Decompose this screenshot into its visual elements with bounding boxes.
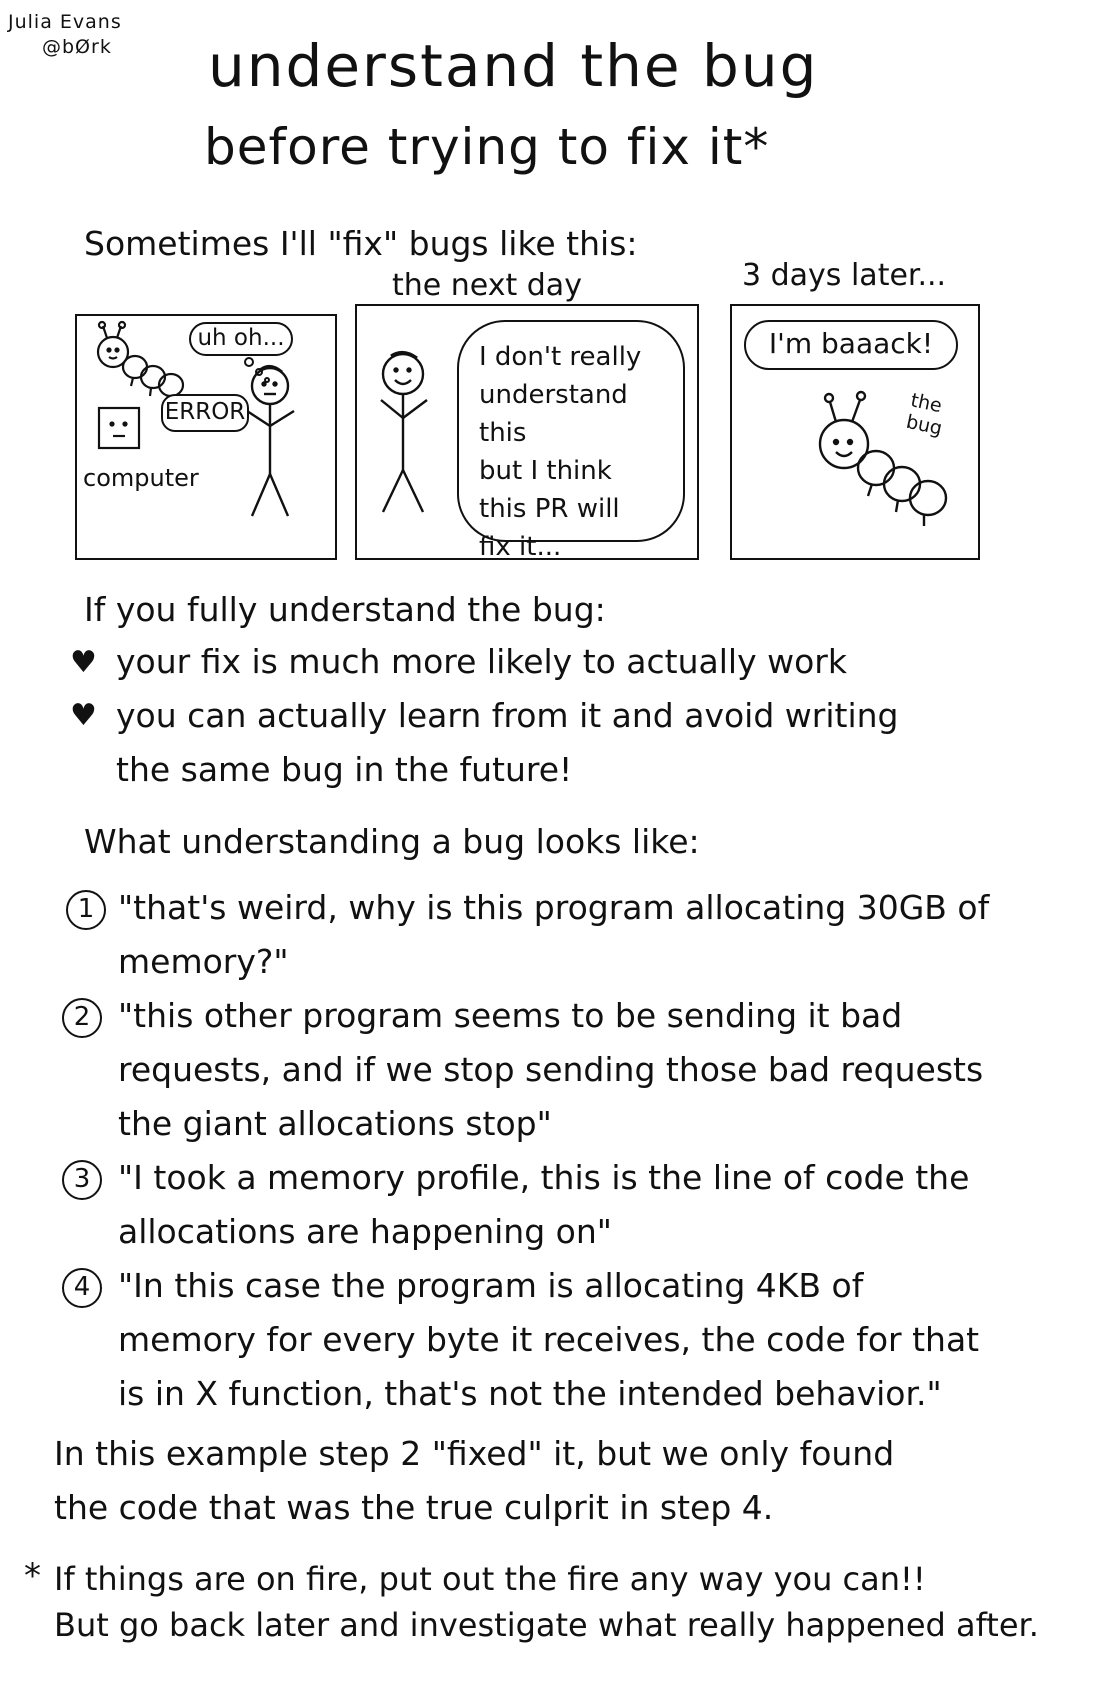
author-handle: @bØrk	[42, 36, 112, 58]
speech-bubble-next-day	[457, 320, 685, 562]
bug-label: the bug	[904, 389, 945, 440]
speech-line: understand this	[479, 380, 628, 448]
speech-line: I don't really	[479, 342, 642, 372]
conclusion-line: In this example step 2 "fixed" it, but we only found	[54, 1434, 895, 1473]
footnote-line: If things are on fire, put out the fire any way you can!!	[54, 1560, 926, 1598]
step-3-line: allocations are happening on"	[118, 1212, 612, 1251]
step-number-3: 3	[62, 1160, 102, 1200]
thought-bubble-uh-oh: uh oh...	[189, 322, 293, 356]
understand-heading: If you fully understand the bug:	[84, 590, 606, 629]
comic-panel-2	[355, 304, 699, 560]
step-4-line: "In this case the program is allocating 4KB of	[118, 1266, 864, 1305]
benefit-1: your fix is much more likely to actually work	[116, 642, 847, 681]
panel-3-caption: 3 days later...	[742, 258, 947, 293]
stick-person-2	[371, 340, 451, 530]
panel-2-caption: the next day	[392, 268, 582, 303]
speech-line: fix it...	[479, 532, 562, 562]
step-3-line: "I took a memory profile, this is the line of code the	[118, 1158, 970, 1197]
comic-panel-1	[75, 314, 337, 560]
step-2-line: the giant allocations stop"	[118, 1104, 552, 1143]
computer-label: computer	[83, 464, 199, 492]
step-1-line: "that's weird, why is this program allocating 30GB of	[118, 888, 990, 927]
step-1-line: memory?"	[118, 942, 289, 981]
step-number-4: 4	[62, 1268, 102, 1308]
benefit-2: you can actually learn from it and avoid writing	[116, 696, 899, 735]
title-line-1: understand the bug	[208, 32, 819, 100]
footnote-line: But go back later and investigate what really happened after.	[54, 1606, 1039, 1644]
speech-bubble-error: ERROR	[161, 394, 249, 432]
benefit-2-cont: the same bug in the future!	[116, 750, 573, 789]
speech-line: this PR will	[479, 494, 620, 524]
step-number-1: 1	[66, 890, 106, 930]
step-4-line: memory for every byte it receives, the code for that	[118, 1320, 980, 1359]
author-credit	[8, 10, 122, 60]
step-2-line: "this other program seems to be sending it bad	[118, 996, 903, 1035]
footnote-asterisk: *	[24, 1556, 41, 1596]
author-name: Julia Evans	[8, 11, 122, 33]
step-number-2: 2	[62, 998, 102, 1038]
stick-person-1	[242, 356, 312, 536]
heart-icon: ♥	[70, 698, 97, 733]
speech-line: but I think	[479, 456, 612, 486]
looks-heading: What understanding a bug looks like:	[84, 822, 700, 861]
conclusion-line: the code that was the true culprit in step 4.	[54, 1488, 774, 1527]
speech-bubble-baaack: I'm baaack!	[744, 320, 958, 370]
intro-text: Sometimes I'll "fix" bugs like this:	[84, 224, 638, 263]
step-2-line: requests, and if we stop sending those bad requests	[118, 1050, 984, 1089]
heart-icon: ♥	[70, 645, 97, 680]
computer-drawing	[95, 404, 145, 454]
title-line-2: before trying to fix it*	[204, 118, 770, 176]
comic-panel-3	[730, 304, 980, 560]
step-4-line: is in X function, that's not the intended behavior."	[118, 1374, 942, 1413]
